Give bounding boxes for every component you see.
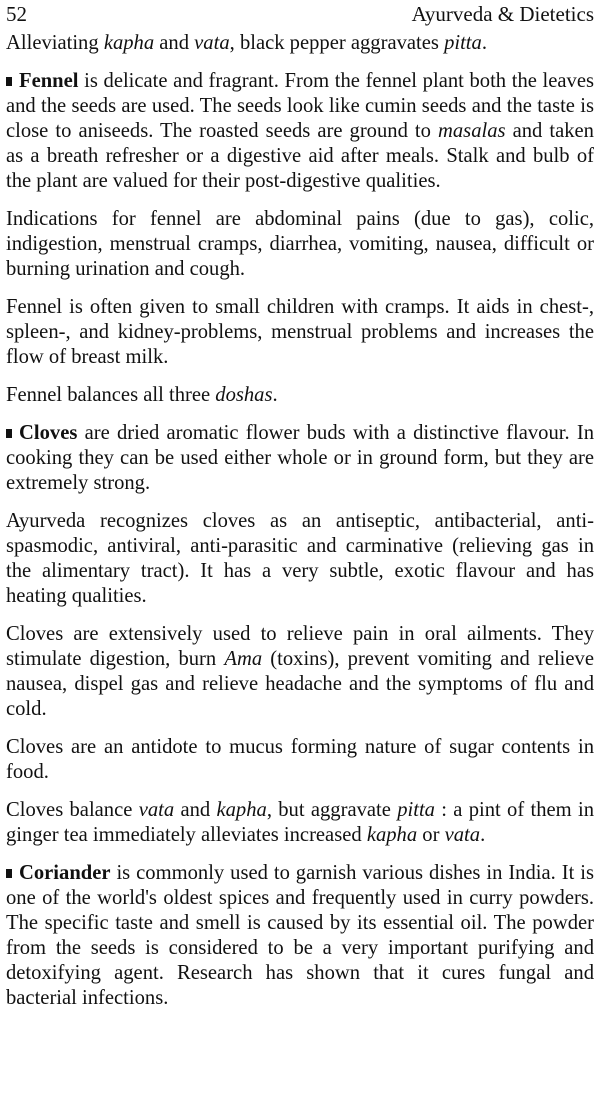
text-run: (toxins), prevent vomiting and relieve nausea, dispel gas and relieve headache and the symptoms of flu and cold.: [6, 648, 594, 720]
paragraph: [6, 798, 594, 848]
text-run: and: [154, 32, 195, 54]
page-header: [6, 0, 594, 31]
page-number: 52: [6, 2, 27, 26]
text-run: .: [480, 824, 486, 846]
text-run: is commonly used to garnish various dishes in India. It is one of the world's oldest spices and frequently used in curry powders. The specific taste and smell is caused by its essential oil. The powder from the seeds is considered to be a very important purifying and detoxifying agent. Research has shown that it cures fungal and bacterial infections.: [6, 862, 594, 1009]
text-run: are dried aromatic flower buds with a distinctive flavour. In cooking they can be used either whole or in ground form, but they are extremely strong.: [6, 422, 594, 494]
text-run: Ayurveda recognizes cloves as an antiseptic, antibacterial, anti-spasmodic, antiviral, anti-parasitic and carminative (relieving gas in the alimentary tract). It has a very subtle, exotic flavour and has heating qualities.: [6, 510, 594, 607]
text-run: and taken as a breath refresher or a digestive aid after meals. Stalk and bulb of the plant are valued for their post-digestive qualities.: [6, 120, 594, 192]
text-run: , but aggravate: [266, 799, 398, 821]
term-heading: Cloves: [19, 422, 78, 444]
italic-term: Ama: [224, 648, 263, 670]
square-bullet-icon: [6, 429, 12, 438]
italic-term: kapha: [366, 824, 418, 846]
paragraph: [6, 421, 594, 496]
italic-term: kapha: [216, 799, 267, 821]
paragraph: [6, 31, 594, 56]
term-heading: Coriander: [19, 862, 111, 884]
text-run: Indications for fennel are abdominal pains (due to gas), colic, indigestion, menstrual cramps, diarrhea, vomiting, nausea, difficult or burning urination and cough.: [6, 208, 594, 280]
italic-term: vata: [138, 799, 175, 821]
text-run: is delicate and fragrant. From the fennel plant both the leaves and the seeds are used. The seeds look like cumin seeds and the taste is close to aniseeds. The roasted seeds are ground to: [6, 70, 594, 142]
paragraph: [6, 383, 594, 408]
italic-term: kapha: [103, 32, 155, 54]
text-run: .: [272, 384, 278, 406]
paragraph: [6, 69, 594, 194]
paragraph: [6, 207, 594, 282]
square-bullet-icon: [6, 77, 12, 86]
text-run: : a pint of them in ginger tea immediately alleviates increased: [6, 799, 594, 846]
italic-term: doshas: [215, 384, 273, 406]
text-run: and: [174, 799, 217, 821]
italic-term: vata: [444, 824, 481, 846]
paragraph: [6, 622, 594, 722]
italic-term: pitta: [444, 32, 482, 54]
text-run: Cloves are extensively used to relieve pain in oral ailments. They stimulate digestion, burn: [6, 623, 594, 670]
text-run: Fennel balances all three: [6, 384, 216, 406]
text-run: .: [481, 32, 487, 54]
italic-term: masalas: [438, 120, 506, 142]
italic-term: vata: [194, 32, 230, 54]
text-run: Fennel is often given to small children with cramps. It aids in chest-, spleen-, and kidney-problems, menstrual problems and increases the flow of breast milk.: [6, 296, 594, 368]
paragraph: [6, 735, 594, 785]
paragraph: [6, 295, 594, 370]
text-run: , black pepper aggravates: [229, 32, 445, 54]
text-run: Alleviating: [6, 32, 104, 54]
running-title: Ayurveda & Dietetics: [411, 2, 594, 26]
text-run: Cloves balance: [6, 799, 139, 821]
paragraph: [6, 509, 594, 609]
italic-term: pitta: [397, 799, 435, 821]
text-run: or: [417, 824, 445, 846]
text-run: Cloves are an antidote to mucus forming nature of sugar contents in food.: [6, 736, 594, 783]
term-heading: Fennel: [19, 70, 79, 92]
paragraph: [6, 861, 594, 1011]
page-body: [6, 31, 594, 1011]
square-bullet-icon: [6, 869, 12, 878]
